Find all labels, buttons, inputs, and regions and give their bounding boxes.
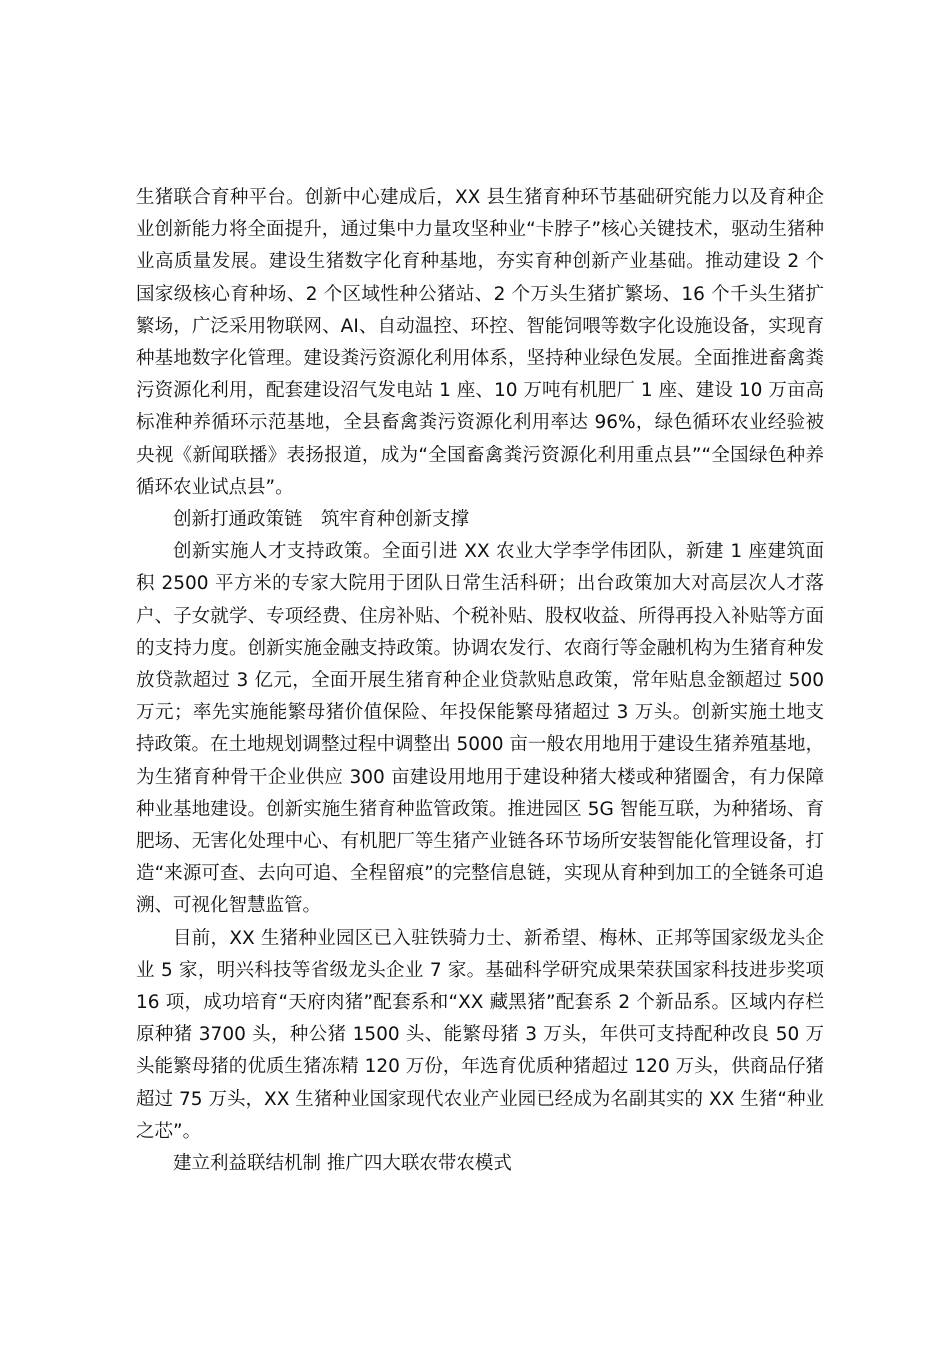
paragraph-policy-support: 创新实施人才支持政策。全面引进 XX 农业大学李学伟团队，新建 1 座建筑面积 2500 平方米的专家大院用于团队日常生活科研；出台政策加大对高层次人才落户、子女就学、专项经费、住房补贴、个税补贴、股权收益、所得再投入补贴等方面的支持力度。创新实施金融支持政策。协调农发行、农商行等金融机构为生猪育种发放贷款超过 3 亿元，全面开展生猪育种企业贷款贴息政策，常年贴息金额超过 500 万元；率先实施能繁母猪价值保险、年投保能繁母猪超过 3 万头。创新实施土地支持政策。在土地规划调整过程中调整出 5000 亩一般农用地用于建设生猪养殖基地，为生猪育种骨干企业供应 300 亩建设用地用于建设种猪大楼或种猪圈舍，有力保障种业基地建设。创新实施生猪育种监管政策。推进园区 5G 智能互联，为种猪场、育肥场、无害化处理中心、有机肥厂等生猪产业链各环节场所安装智能化管理设备，打造“来源可查、去向可追、全程留痕”的完整信息链，实现从育种到加工的全链条可追溯、可视化智慧监管。 — [136, 541, 824, 917]
section-heading-benefit-mechanism: 建立利益联结机制 推广四大联农带农模式 — [173, 1153, 512, 1175]
paragraph-current-status: 目前，XX 生猪种业园区已入驻铁骑力士、新希望、梅林、正邦等国家级龙头企业 5 家，明兴科技等省级龙头企业 7 家。基础科学研究成果荣获国家科技进步奖项 16 项，成功培育“天府肉猪”配套系和“XX 藏黑猪”配套系 2 个新品系。区域内存栏原种猪 3700 头，种公猪 1500 头、能繁母猪 3 万头，年供可支持配种改良 50 万头能繁母猪的优质生猪冻精 120 万份，年选育优质种猪超过 120 万头，供商品仔猪超过 75 万头，XX 生猪种业国家现代农业产业园已经成为名副其实的 XX 生猪“种业之芯”。 — [136, 927, 824, 1142]
paragraph-breeding-platform: 生猪联合育种平台。创新中心建成后，XX 县生猪育种环节基础研究能力以及育种企业创新能力将全面提升，通过集中力量攻坚种业“卡脖子”核心关键技术，驱动生猪种业高质量发展。建设生猪数字化育种基地，夯实育种创新产业基础。推动建设 2 个国家级核心育种场、2 个区域性种公猪站、2 个万头生猪扩繁场、16 个千头生猪扩繁场，广泛采用物联网、AI、自动温控、环控、智能饲喂等数字化设施设备，实现育种基地数字化管理。建设粪污资源化利用体系，坚持种业绿色发展。全面推进畜禽粪污资源化利用，配套建设沼气发电站 1 座、10 万吨有机肥厂 1 座、建设 10 万亩高标准种养循环示范基地，全县畜禽粪污资源化利用率达 96%，绿色循环农业经验被央视《新闻联播》表扬报道，成为“全国畜禽粪污资源化利用重点县”“全国绿色种养循环农业试点县”。 — [136, 187, 824, 498]
section-heading-policy-chain: 创新打通政策链 筑牢育种创新支撑 — [173, 509, 470, 531]
document-body — [136, 182, 824, 1180]
